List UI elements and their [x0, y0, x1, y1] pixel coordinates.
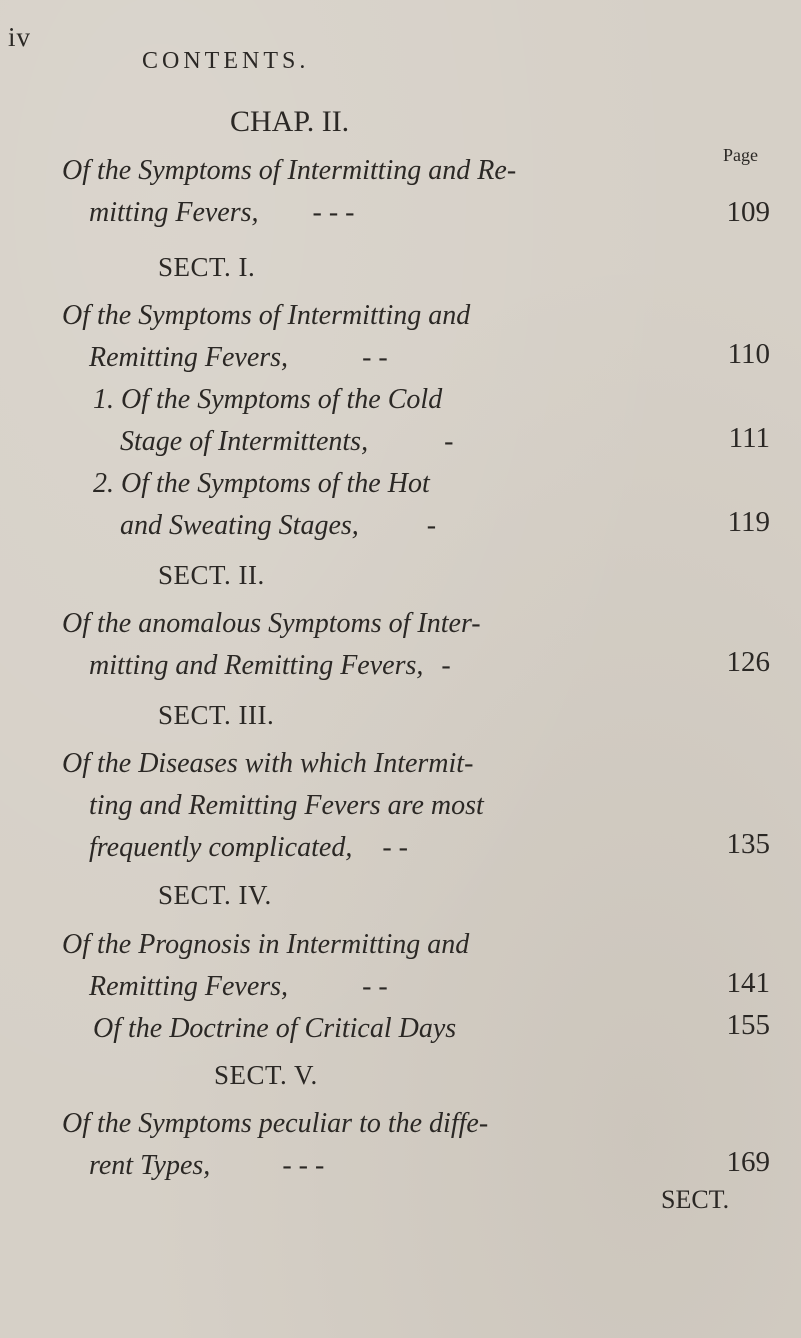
- toc-page-number: 119: [727, 506, 770, 538]
- leader-dashes: - - -: [312, 197, 355, 228]
- leader-dashes: - -: [362, 971, 388, 1002]
- page-number: iv: [8, 22, 32, 52]
- toc-entry-chapter: [62, 150, 516, 234]
- leader-dashes: -: [444, 426, 454, 457]
- leader-dashes: - -: [362, 342, 388, 373]
- toc-line: [93, 421, 453, 463]
- toc-line: Of the Doctrine of Critical Days: [93, 1013, 457, 1044]
- toc-line: 2. Of the Symptoms of the Hot: [93, 468, 430, 499]
- toc-line: [62, 827, 484, 869]
- toc-entry: [62, 924, 469, 1008]
- toc-line-text: frequently complicated,: [89, 832, 353, 863]
- toc-line: Of the anomalous Symptoms of Inter-: [62, 608, 481, 639]
- leader-dashes: - - -: [282, 1150, 325, 1181]
- toc-entry: [62, 1103, 488, 1187]
- toc-line-text: Remitting Fevers,: [89, 342, 289, 373]
- toc-line: [62, 1145, 488, 1187]
- catchword: SECT.: [661, 1185, 730, 1214]
- toc-page-number: 135: [726, 828, 770, 860]
- toc-line: [93, 505, 436, 547]
- section-heading: SECT. II.: [158, 560, 265, 590]
- toc-line: Of the Symptoms of Intermitting and: [62, 300, 471, 331]
- toc-line-text: Remitting Fevers,: [89, 971, 289, 1002]
- toc-line-text: mitting and Remitting Fevers,: [89, 650, 424, 681]
- leader-dashes: - -: [382, 832, 408, 863]
- toc-line: Of the Diseases with which Intermit-: [62, 748, 474, 779]
- chapter-heading: CHAP. II.: [230, 105, 350, 138]
- toc-line: [62, 337, 470, 379]
- toc-line-text: and Sweating Stages,: [120, 510, 359, 541]
- toc-line: [62, 966, 469, 1008]
- toc-line: Of the Symptoms of Intermitting and Re-: [62, 155, 517, 186]
- toc-line-text: rent Types,: [89, 1150, 211, 1181]
- toc-entry: [62, 295, 470, 379]
- toc-page-number: 111: [728, 422, 770, 454]
- toc-page-number: 109: [726, 196, 770, 228]
- toc-entry: [62, 603, 481, 687]
- leader-dashes: -: [426, 510, 437, 541]
- toc-page-number: 169: [726, 1146, 770, 1178]
- leader-dashes: -: [441, 650, 451, 681]
- toc-page-number: 155: [726, 1009, 770, 1041]
- section-heading: SECT. V.: [214, 1060, 318, 1090]
- toc-page-number: 126: [726, 646, 770, 678]
- page-column-label: Page: [723, 145, 758, 165]
- toc-subentry: [93, 379, 453, 463]
- toc-line-text: mitting Fevers,: [89, 197, 259, 228]
- section-heading: SECT. III.: [158, 700, 275, 730]
- toc-subentry: [93, 463, 436, 547]
- toc-entry: [62, 743, 484, 869]
- toc-page-number: 141: [726, 967, 770, 999]
- toc-line: Of the Symptoms peculiar to the diffe-: [62, 1108, 489, 1139]
- section-heading: SECT. I.: [158, 252, 256, 282]
- toc-line: [62, 192, 516, 234]
- toc-subentry: [93, 1008, 456, 1050]
- running-head: CONTENTS.: [142, 48, 310, 74]
- toc-line: [62, 645, 481, 687]
- toc-page-number: 110: [727, 338, 770, 370]
- toc-line: Of the Prognosis in Intermitting and: [62, 929, 470, 960]
- section-heading: SECT. IV.: [158, 880, 272, 910]
- toc-line: 1. Of the Symptoms of the Cold: [93, 384, 443, 415]
- toc-line: ting and Remitting Fevers are most: [89, 790, 484, 821]
- toc-line-text: Stage of Intermittents,: [120, 426, 369, 457]
